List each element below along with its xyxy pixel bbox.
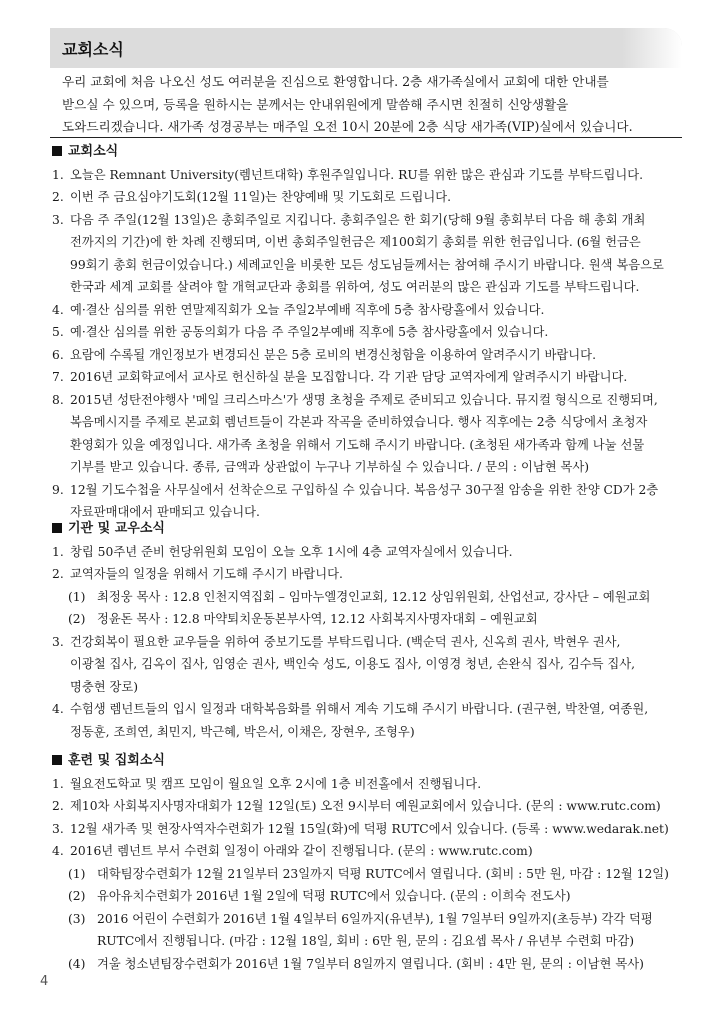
sub-item: (3) 2016 어린이 수련회가 2016년 1월 4일부터 6일까지(유년부), 1월 7일부터 9일까지(초등부) 각각 덕평	[68, 911, 653, 926]
list-item-continuation: 명충현 장로)	[70, 679, 139, 694]
intro-line: 받으실 수 있으며, 등록을 원하시는 분께서는 안내위원에게 말씀해 주시면 친절히 신앙생활을	[62, 96, 569, 112]
intro-line: 우리 교회에 처음 나오신 성도 여러분을 진심으로 환영합니다. 2층 새가족실에서 교회에 대한 안내를	[62, 74, 609, 89]
training-news-section	[50, 750, 682, 975]
sub-item: (1) 최정웅 목사 : 12.8 인천지역집회 – 임마누엘경인교회, 12.12 상임위원회, 산업선교, 강사단 – 예원교회	[68, 589, 651, 604]
list-item: 2. 교역자들의 일정을 위해서 기도해 주시기 바랍니다.	[52, 567, 343, 581]
sub-item-continuation: RUTC에서 진행됩니다. (마감 : 12월 18일, 회비 : 6만 원, 문의 : 김요셉 목사 / 유년부 수련회 마감)	[97, 934, 635, 948]
list-item-continuation: 환영회가 있을 예정입니다. 새가족 초청을 위해서 기도해 주시기 바랍니다. (초청된 새가족과 함께 나눌 선물	[70, 437, 645, 452]
square-bullet-icon	[52, 523, 62, 533]
list-item-continuation: 99회기 총회 헌금이었습니다.) 세례교인을 비롯한 모든 성도님들께서는 참여해 주시기 바랍니다. 원색 복음으로	[70, 257, 664, 272]
list-item: 5. 예·결산 심의를 위한 공동의회가 다음 주 주일2부예배 직후에 5층 참사랑홀에서 있습니다.	[52, 325, 549, 339]
list-item: 6. 요람에 수록될 개인정보가 변경되신 분은 5층 로비의 변경신청함을 이용하여 알려주시기 바랍니다.	[52, 347, 596, 362]
list-item: 1. 월요전도학교 및 캠프 모임이 월요일 오후 2시에 1층 비전홀에서 진행됩니다.	[52, 776, 482, 791]
list-item: 9. 12월 기도수첩을 사무실에서 선착순으로 구입하실 수 있습니다. 복음성구 30구절 암송을 위한 찬양 CD가 2층	[52, 482, 659, 497]
list-item: 3. 건강회복이 필요한 교우들을 위하여 중보기도를 부탁드립니다. (백순덕 권사, 신옥희 권사, 박현우 권사,	[52, 634, 621, 649]
square-bullet-icon	[52, 755, 62, 765]
list-item-continuation: 한국과 세계 교회를 살려야 할 개혁교단과 총회를 위하여, 성도 여러분의 많은 관심과 기도를 부탁드립니다.	[70, 280, 640, 294]
list-item: 7. 2016년 교회학교에서 교사로 헌신하실 분을 모집합니다. 각 기관 담당 교역자에게 알려주시기 바랍니다.	[52, 370, 628, 384]
sub-item: (2) 정윤돈 목사 : 12.8 마약퇴치운동본부사역, 12.12 사회복지사명자대회 – 예원교회	[68, 612, 538, 626]
list-item: 4. 수험생 렘넌트들의 입시 일정과 대학복음화를 위해서 계속 기도해 주시기 바랍니다. (권구현, 박찬열, 여종원,	[52, 702, 649, 716]
sub-item: (1) 대학팀장수련회가 12월 21일부터 23일까지 덕평 RUTC에서 열립니다. (회비 : 5만 원, 마감 : 12월 12일)	[68, 866, 669, 881]
church-news-section	[50, 141, 682, 524]
section-heading: 기관 및 교우소식	[50, 518, 682, 541]
list-item: 4. 2016년 렘넌트 부서 수련회 일정이 아래와 같이 진행됩니다. (문의 : www.rutc.com)	[52, 844, 533, 858]
list-item-continuation: 전까지의 기간)에 한 차례 진행되며, 이번 총회주일헌금은 제100회기 총회를 위한 헌금입니다. (6월 헌금은	[70, 235, 641, 249]
intro-box	[62, 68, 668, 142]
list-item: 3. 다음 주 주일(12월 13일)은 총회주일로 지킵니다. 총회주일은 한 회기(당해 9월 총회부터 다음 해 총회 개최	[52, 212, 646, 227]
list-item: 4. 예·결산 심의를 위한 연말제직회가 오늘 주일2부예배 직후에 5층 참사랑홀에서 있습니다.	[52, 302, 545, 317]
page-title: 교회소식	[62, 40, 124, 59]
list-item-continuation: 정동훈, 조희연, 최민지, 박근혜, 박은서, 이채은, 장현우, 조형우)	[70, 724, 415, 739]
list-item-continuation: 기부를 받고 있습니다. 종류, 금액과 상관없이 누구나 기부하실 수 있습니다. / 문의 : 이남현 목사)	[70, 460, 590, 474]
list-item: 3. 12월 새가족 및 현장사역자수련회가 12월 15일(화)에 덕평 RUTC에서 있습니다. (등록 : www.wedarak.net)	[52, 821, 669, 836]
list-item: 2. 제10차 사회복지사명자대회가 12월 12일(토) 오전 9시부터 예원교회에서 있습니다. (문의 : www.rutc.com)	[52, 799, 661, 813]
header-bar	[50, 28, 682, 68]
section-heading: 교회소식	[50, 141, 682, 164]
section-heading: 훈련 및 집회소식	[50, 750, 682, 773]
list-item: 8. 2015년 성탄전야행사 '메일 크리스마스'가 생명 초청을 주제로 준비되고 있습니다. 뮤지컬 형식으로 진행되며,	[52, 392, 658, 407]
intro-line: 도와드리겠습니다. 새가족 성경공부는 매주일 오전 10시 20분에 2층 식당 새가족(VIP)실에서 있습니다.	[62, 119, 633, 134]
list-item-continuation: 이광철 집사, 김옥이 집사, 임영순 권사, 백인숙 성도, 이용도 집사, 이영경 청년, 손완식 집사, 김수득 집사,	[70, 657, 636, 671]
list-item-continuation: 복음메시지를 주제로 본교회 렘넌트들이 각본과 작곡을 준비하였습니다. 행사 직후에는 2층 식당에서 초청자	[70, 415, 648, 429]
square-bullet-icon	[52, 146, 62, 156]
list-item-continuation: 자료판매대에서 판매되고 있습니다.	[70, 505, 260, 519]
list-item: 1. 창립 50주년 준비 헌당위원회 모임이 오늘 오후 1시에 4층 교역자실에서 있습니다.	[52, 544, 513, 559]
page-number: 4	[40, 974, 49, 989]
sub-item: (4) 겨울 청소년팀장수련회가 2016년 1월 7일부터 8일까지 열립니다. (회비 : 4만 원, 문의 : 이남현 목사)	[68, 956, 644, 971]
org-news-section	[50, 518, 682, 743]
list-item: 1. 오늘은 Remnant University(렘넌트대학) 후원주일입니다. RU를 위한 많은 관심과 기도를 부탁드립니다.	[52, 167, 644, 182]
sub-item: (2) 유아유치수련회가 2016년 1월 2일에 덕평 RUTC에서 있습니다. (문의 : 이희숙 전도사)	[68, 889, 571, 903]
list-item: 2. 이번 주 금요심야기도회(12월 11일)는 찬양예배 및 기도회로 드립니다.	[52, 190, 452, 204]
